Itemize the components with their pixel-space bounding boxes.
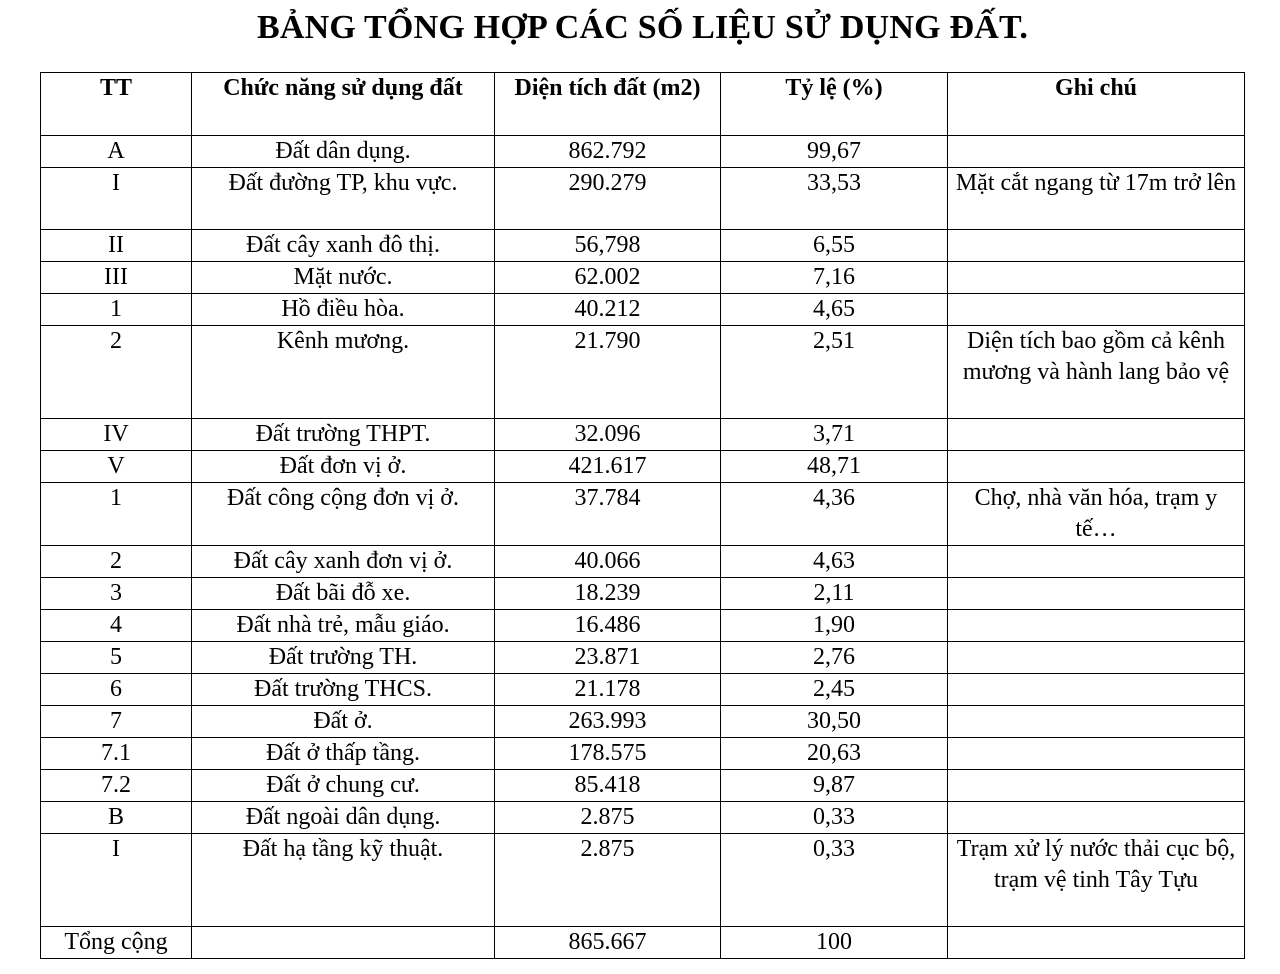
cell-ratio: 2,11 — [721, 578, 948, 610]
cell-area: 18.239 — [495, 578, 721, 610]
table-row — [41, 230, 1245, 262]
page-title: BẢNG TỔNG HỢP CÁC SỐ LIỆU SỬ DỤNG ĐẤT. — [256, 9, 1029, 46]
cell-area: 40.212 — [495, 294, 721, 326]
cell-tt: 4 — [41, 610, 192, 642]
table-row — [41, 834, 1245, 927]
cell-ratio: 48,71 — [721, 451, 948, 483]
cell-area: 16.486 — [495, 610, 721, 642]
total-row — [41, 927, 1245, 959]
cell-tt: 3 — [41, 578, 192, 610]
cell-ratio: 33,53 — [721, 168, 948, 230]
cell-ratio: 0,33 — [721, 834, 948, 927]
cell-ratio: 20,63 — [721, 738, 948, 770]
cell-ratio: 1,90 — [721, 610, 948, 642]
cell-function: Đất ngoài dân dụng. — [192, 802, 495, 834]
cell-tt: I — [41, 834, 192, 927]
cell-note: Trạm xử lý nước thải cục bộ, trạm vệ tinh Tây Tựu — [948, 834, 1245, 927]
cell-area: 2.875 — [495, 802, 721, 834]
cell-area: 421.617 — [495, 451, 721, 483]
cell-function: Đất cây xanh đô thị. — [192, 230, 495, 262]
table-row — [41, 674, 1245, 706]
cell-tt: 5 — [41, 642, 192, 674]
cell-function: Đất hạ tầng kỹ thuật. — [192, 834, 495, 927]
cell-area: 865.667 — [495, 927, 721, 959]
header-tt: TT — [41, 73, 192, 136]
cell-ratio: 9,87 — [721, 770, 948, 802]
cell-note — [948, 230, 1245, 262]
cell-ratio: 30,50 — [721, 706, 948, 738]
cell-tt: A — [41, 136, 192, 168]
cell-note — [948, 136, 1245, 168]
cell-tt: 2 — [41, 326, 192, 419]
header-ratio: Tỷ lệ (%) — [721, 73, 948, 136]
table-row — [41, 578, 1245, 610]
cell-area: 56,798 — [495, 230, 721, 262]
cell-tt: Tổng cộng — [41, 927, 192, 959]
cell-area: 263.993 — [495, 706, 721, 738]
cell-area: 85.418 — [495, 770, 721, 802]
cell-function: Đất nhà trẻ, mẫu giáo. — [192, 610, 495, 642]
cell-area: 37.784 — [495, 483, 721, 546]
table-row — [41, 168, 1245, 230]
cell-note — [948, 610, 1245, 642]
cell-tt: 7.2 — [41, 770, 192, 802]
cell-area: 21.790 — [495, 326, 721, 419]
header-area: Diện tích đất (m2) — [495, 73, 721, 136]
cell-function — [192, 927, 495, 959]
cell-function: Hồ điều hòa. — [192, 294, 495, 326]
cell-area: 2.875 — [495, 834, 721, 927]
table-row — [41, 483, 1245, 546]
cell-ratio: 3,71 — [721, 419, 948, 451]
cell-ratio: 4,36 — [721, 483, 948, 546]
cell-note — [948, 262, 1245, 294]
cell-ratio: 4,65 — [721, 294, 948, 326]
table-row — [41, 610, 1245, 642]
cell-note — [948, 802, 1245, 834]
cell-area: 62.002 — [495, 262, 721, 294]
cell-tt: V — [41, 451, 192, 483]
cell-ratio: 2,45 — [721, 674, 948, 706]
table-row — [41, 294, 1245, 326]
cell-function: Đất bãi đỗ xe. — [192, 578, 495, 610]
cell-tt: 2 — [41, 546, 192, 578]
cell-function: Đất cây xanh đơn vị ở. — [192, 546, 495, 578]
table-row — [41, 706, 1245, 738]
table-header-row — [41, 73, 1245, 136]
cell-note — [948, 706, 1245, 738]
cell-ratio: 2,51 — [721, 326, 948, 419]
cell-area: 290.279 — [495, 168, 721, 230]
cell-note — [948, 451, 1245, 483]
table-row — [41, 642, 1245, 674]
cell-note — [948, 927, 1245, 959]
header-function: Chức năng sử dụng đất — [192, 73, 495, 136]
cell-area: 32.096 — [495, 419, 721, 451]
cell-tt: II — [41, 230, 192, 262]
cell-tt: B — [41, 802, 192, 834]
table-row — [41, 451, 1245, 483]
cell-tt: 7.1 — [41, 738, 192, 770]
cell-function: Đất trường THCS. — [192, 674, 495, 706]
table-row — [41, 738, 1245, 770]
cell-function: Đất ở chung cư. — [192, 770, 495, 802]
cell-note — [948, 294, 1245, 326]
cell-tt: 1 — [41, 294, 192, 326]
cell-tt: I — [41, 168, 192, 230]
cell-ratio: 99,67 — [721, 136, 948, 168]
table-row — [41, 546, 1245, 578]
header-note: Ghi chú — [948, 73, 1245, 136]
cell-ratio: 0,33 — [721, 802, 948, 834]
cell-tt: 1 — [41, 483, 192, 546]
cell-function: Đất công cộng đơn vị ở. — [192, 483, 495, 546]
cell-area: 21.178 — [495, 674, 721, 706]
cell-note — [948, 674, 1245, 706]
cell-function: Đất đường TP, khu vực. — [192, 168, 495, 230]
cell-function: Mặt nước. — [192, 262, 495, 294]
cell-tt: III — [41, 262, 192, 294]
cell-note — [948, 642, 1245, 674]
table-row — [41, 770, 1245, 802]
cell-function: Đất trường TH. — [192, 642, 495, 674]
cell-ratio: 7,16 — [721, 262, 948, 294]
cell-ratio: 100 — [721, 927, 948, 959]
table-row — [41, 136, 1245, 168]
cell-ratio: 6,55 — [721, 230, 948, 262]
table-row — [41, 262, 1245, 294]
cell-ratio: 4,63 — [721, 546, 948, 578]
cell-note: Chợ, nhà văn hóa, trạm y tế… — [948, 483, 1245, 546]
cell-tt: IV — [41, 419, 192, 451]
cell-note — [948, 738, 1245, 770]
cell-note — [948, 419, 1245, 451]
cell-tt: 6 — [41, 674, 192, 706]
cell-function: Đất ở thấp tầng. — [192, 738, 495, 770]
table-row — [41, 419, 1245, 451]
cell-function: Kênh mương. — [192, 326, 495, 419]
cell-note: Diện tích bao gồm cả kênh mương và hành lang bảo vệ — [948, 326, 1245, 419]
cell-function: Đất dân dụng. — [192, 136, 495, 168]
cell-function: Đất ở. — [192, 706, 495, 738]
table-row — [41, 802, 1245, 834]
cell-area: 178.575 — [495, 738, 721, 770]
cell-note — [948, 578, 1245, 610]
land-use-table — [40, 72, 1245, 959]
cell-tt: 7 — [41, 706, 192, 738]
cell-function: Đất trường THPT. — [192, 419, 495, 451]
cell-area: 40.066 — [495, 546, 721, 578]
table-row — [41, 326, 1245, 419]
cell-note — [948, 770, 1245, 802]
cell-function: Đất đơn vị ở. — [192, 451, 495, 483]
cell-note — [948, 546, 1245, 578]
cell-ratio: 2,76 — [721, 642, 948, 674]
cell-note: Mặt cắt ngang từ 17m trở lên — [948, 168, 1245, 230]
cell-area: 23.871 — [495, 642, 721, 674]
cell-area: 862.792 — [495, 136, 721, 168]
